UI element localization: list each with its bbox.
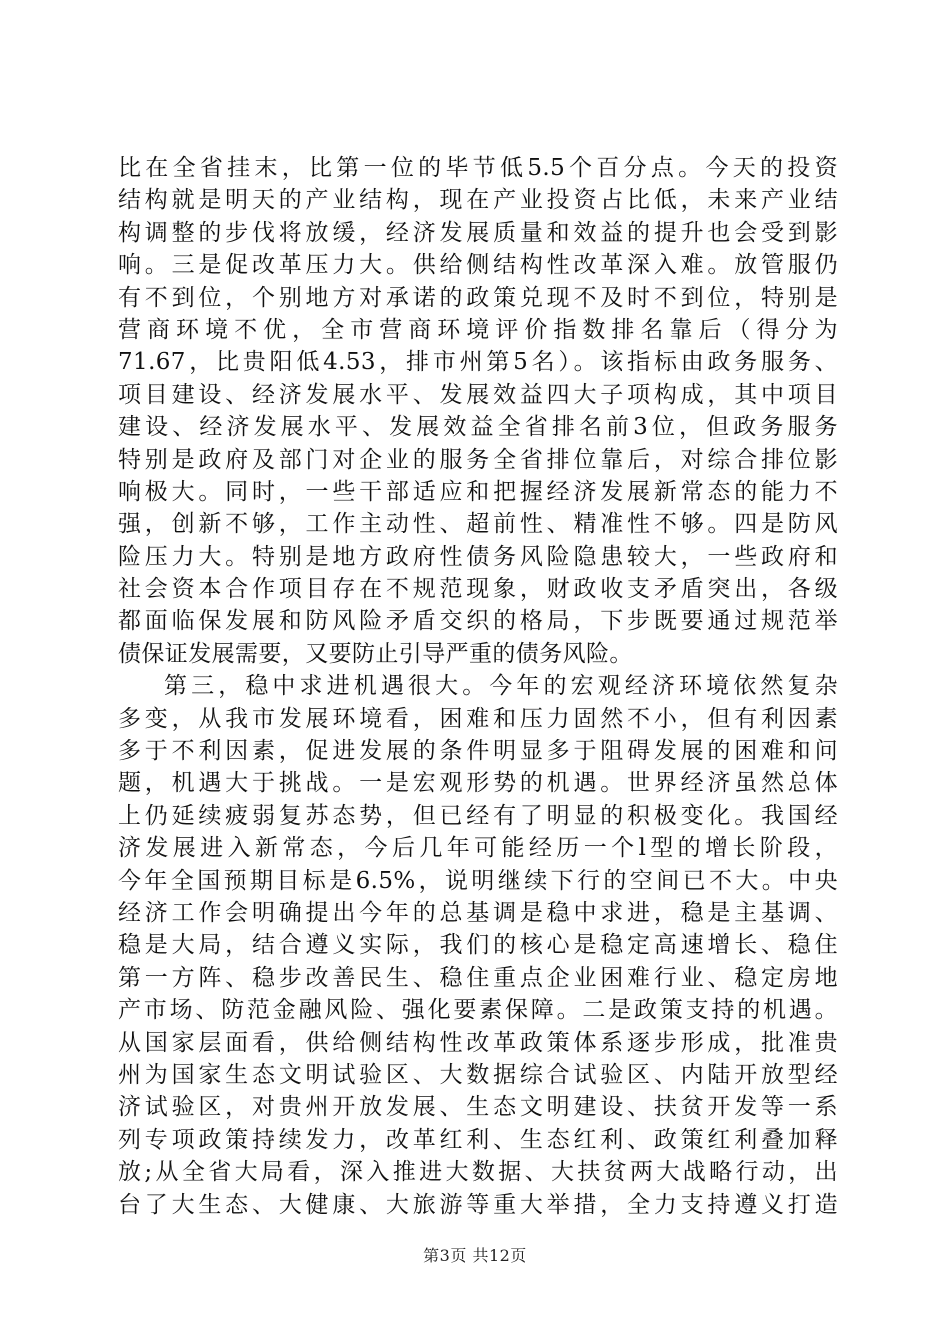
text-line: 从国家层面看，供给侧结构性改革政策体系逐步形成，批准贵 <box>118 1029 838 1056</box>
text-line: 多变，从我市发展环境看，困难和压力固然不小，但有利因素 <box>118 705 838 732</box>
text-line: 多于不利因素，促进发展的条件明显多于阻碍发展的困难和问 <box>118 738 838 765</box>
text-line: 构调整的步伐将放缓，经济发展质量和效益的提升也会受到影 <box>118 219 838 246</box>
text-line: 产市场、防范金融风险、强化要素保障。二是政策支持的机遇。 <box>118 997 838 1024</box>
text-line: 经济工作会明确提出今年的总基调是稳中求进，稳是主基调、 <box>118 899 838 926</box>
text-line: 比在全省挂末，比第一位的毕节低5.5个百分点。今天的投资 <box>118 155 838 181</box>
text-line: 债保证发展需要，又要防止引导严重的债务风险。 <box>118 640 633 667</box>
text-line: 响。三是促改革压力大。供给侧结构性改革深入难。放管服仍 <box>118 252 838 279</box>
text-line: 济试验区，对贵州开放发展、生态文明建设、扶贫开发等一系 <box>118 1094 838 1121</box>
text-line: 险压力大。特别是地方政府性债务风险隐患较大，一些政府和 <box>118 543 838 570</box>
text-line: 题，机遇大于挑战。一是宏观形势的机遇。世界经济虽然总体 <box>118 770 838 797</box>
paragraph-1 <box>118 152 838 670</box>
document-body <box>118 152 838 1221</box>
text-line: 台了大生态、大健康、大旅游等重大举措，全力支持遵义打造 <box>118 1191 838 1218</box>
text-line: 结构就是明天的产业结构，现在产业投资占比低，未来产业结 <box>118 187 838 214</box>
text-line: 社会资本合作项目存在不规范现象，财政收支矛盾突出，各级 <box>118 576 838 603</box>
text-line: 有不到位，个别地方对承诺的政策兑现不及时不到位，特别是 <box>118 284 838 311</box>
text-line: 都面临保发展和防风险矛盾交织的格局，下步既要通过规范举 <box>118 608 838 635</box>
text-line: 州为国家生态文明试验区、大数据综合试验区、内陆开放型经 <box>118 1061 838 1088</box>
text-line: 列专项政策持续发力，改革红利、生态红利、政策红利叠加释 <box>118 1126 838 1153</box>
text-line: 营商环境不优，全市营商环境评价指数排名靠后（得分为 <box>118 316 838 343</box>
text-line: 71.67，比贵阳低4.53，排市州第5名）。该指标由政务服务、 <box>118 349 838 376</box>
text-line: 第三，稳中求进机遇很大。今年的宏观经济环境依然复杂 <box>164 673 838 700</box>
paragraph-2 <box>118 670 838 1221</box>
text-line: 今年全国预期目标是6.5%，说明继续下行的空间已不大。中央 <box>118 867 838 894</box>
text-line: 建设、经济发展水平、发展效益全省排名前3位，但政务服务 <box>118 414 838 441</box>
page-number-footer: 第3页 共12页 <box>423 1246 527 1265</box>
text-line: 响极大。同时，一些干部适应和把握经济发展新常态的能力不 <box>118 478 838 505</box>
text-line: 济发展进入新常态，今后几年可能经历一个l型的增长阶段， <box>118 835 838 862</box>
text-line: 稳是大局，结合遵义实际，我们的核心是稳定高速增长、稳住 <box>118 932 838 959</box>
text-line: 项目建设、经济发展水平、发展效益四大子项构成，其中项目 <box>118 381 838 408</box>
text-line: 上仍延续疲弱复苏态势，但已经有了明显的积极变化。我国经 <box>118 802 838 829</box>
text-line: 放;从全省大局看，深入推进大数据、大扶贫两大战略行动，出 <box>118 1159 838 1186</box>
text-line: 第一方阵、稳步改善民生、稳住重点企业困难行业、稳定房地 <box>118 964 838 991</box>
text-line: 特别是政府及部门对企业的服务全省排位靠后，对综合排位影 <box>118 446 838 473</box>
text-line: 强，创新不够，工作主动性、超前性、精准性不够。四是防风 <box>118 511 838 538</box>
